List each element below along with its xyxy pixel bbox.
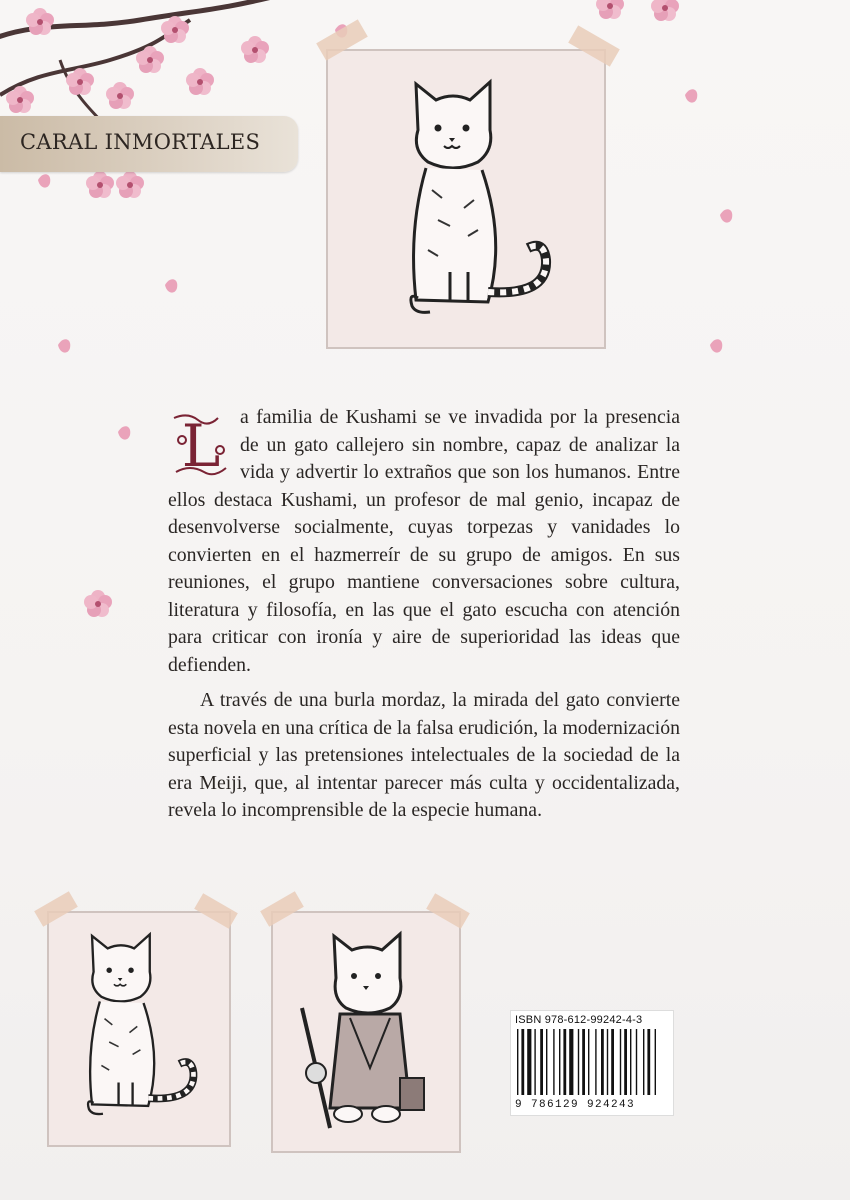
- barcode-bar: [595, 1029, 596, 1095]
- barcode-bar: [578, 1029, 579, 1095]
- barcode-bar: [607, 1029, 608, 1095]
- synopsis-paragraph-1: [168, 404, 680, 679]
- barcode-bar: [647, 1029, 650, 1095]
- decorative-dropcap: [168, 410, 234, 480]
- isbn-barcode: [510, 1010, 674, 1116]
- synopsis-text-1: a familia de Kushami se ve invadida por la presencia de un gato callejero sin nombre, capaz de analizar la vida y advertir lo extraños que son los humanos. Entre ellos destaca Kushami, un profesor de mal genio, incapaz de desenvolverse socialmente, cuyas torpezas y vanidades lo convierten en el hazmerreír de su grupo de amigos. En sus reuniones, el grupo mantiene conversaciones sobre cultura, literatura y filosofía, en las que el gato escucha con atención para criticar con ironía y aire de superioridad las ideas que defienden.: [168, 406, 680, 676]
- barcode-bar: [620, 1029, 621, 1095]
- barcode-bar: [630, 1029, 631, 1095]
- synopsis-paragraph-2: A través de una burla mordaz, la mirada del gato convierte esta novela en una crítica de la falsa erudición, la modernización superficial y las pretensiones intelectuales de la sociedad de la era Meiji, que, al intentar parecer más culta y occidentalizada, revela lo incomprensible de la especie humana.: [168, 689, 680, 821]
- barcode-bar: [527, 1029, 531, 1095]
- barcode-bar: [521, 1029, 524, 1095]
- isbn-label: ISBN 978-612-99242-4-3: [515, 1014, 643, 1026]
- barcode-bar: [559, 1029, 560, 1095]
- barcode-bar: [601, 1029, 604, 1095]
- barcode-bar: [588, 1029, 589, 1095]
- barcode-bar: [540, 1029, 543, 1095]
- barcode-bar: [582, 1029, 585, 1095]
- synopsis: [168, 404, 680, 825]
- barcode-bars: [515, 1029, 669, 1097]
- barcode-bar: [553, 1029, 554, 1095]
- barcode-bar: [534, 1029, 535, 1095]
- barcode-bar: [655, 1029, 656, 1095]
- barcode-bar: [517, 1029, 518, 1095]
- dropcap-letter: L: [181, 412, 221, 480]
- barcode-bar: [546, 1029, 547, 1095]
- barcode-bar: [624, 1029, 627, 1095]
- barcode-bar: [563, 1029, 566, 1095]
- series-label: [0, 116, 298, 172]
- barcode-bar: [643, 1029, 644, 1095]
- barcode-bar: [569, 1029, 573, 1095]
- barcode-bar: [611, 1029, 614, 1095]
- barcode-bar: [636, 1029, 637, 1095]
- barcode-digits: 9 786129 924243: [515, 1099, 636, 1111]
- series-name: CARAL INMORTALES: [20, 130, 261, 154]
